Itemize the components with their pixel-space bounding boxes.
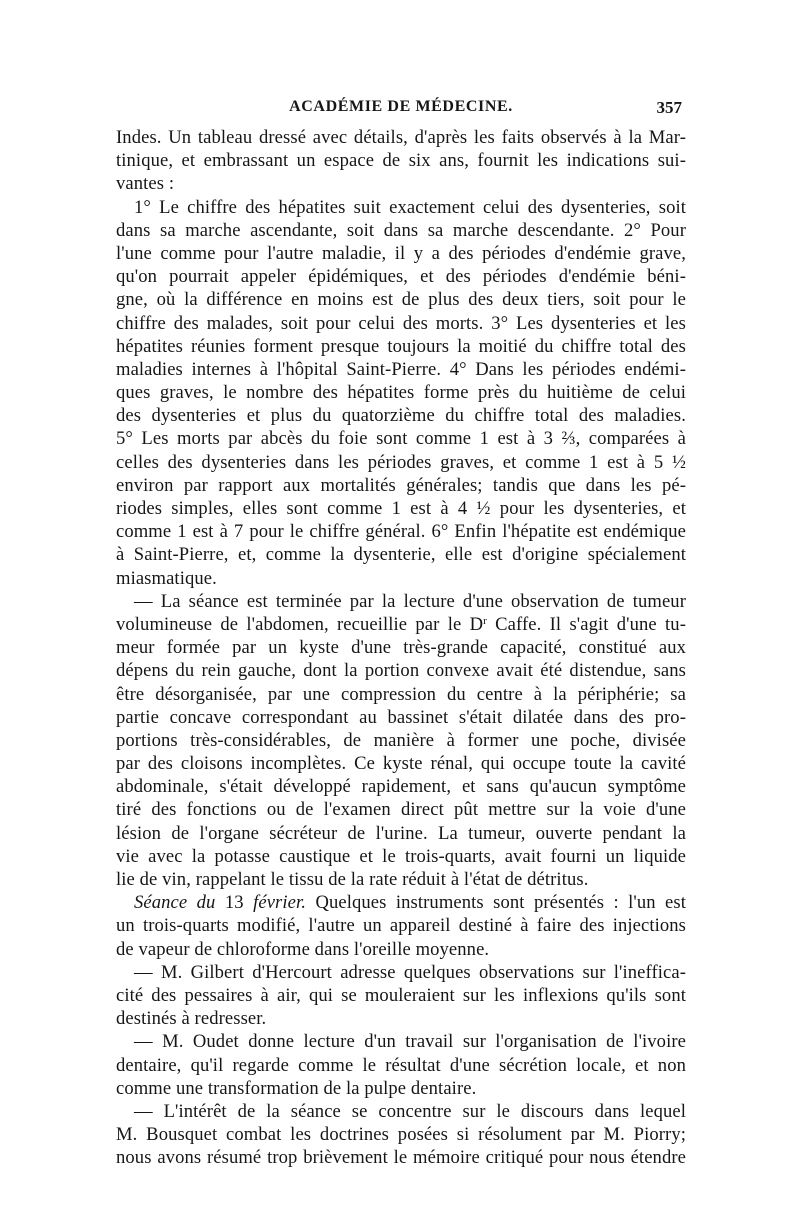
text-line: à Saint-Pierre, et, comme la dysenterie, elle est d'origine spécialement [116, 544, 686, 566]
italic-fragment: février. [253, 892, 307, 914]
text-line: M. Bousquet combat les doctrines posées si résolument par M. Piorry; [116, 1124, 686, 1146]
text-line: lésion de l'organe sécréteur de l'urine. La tumeur, ouverte pendant la [116, 822, 686, 844]
text-line: meur formée par un kyste d'une très-grande capacité, constitué aux [116, 637, 686, 659]
text-line: comme 1 est à 7 pour le chiffre général. 6° Enfin l'hépatite est endémique [116, 521, 686, 543]
text-line-with-superscript [116, 613, 686, 636]
text-line: dans sa marche ascendante, soit dans sa marche descendante. 2° Pour [116, 219, 686, 241]
body-text [116, 126, 686, 1169]
page-number: 357 [656, 98, 682, 117]
text-line: celles des dysenteries dans les périodes graves, et comme 1 est à 5 ½ [116, 451, 686, 473]
text-line: — M. Gilbert d'Hercourt adresse quelques observations sur l'inefficа- [134, 961, 686, 983]
text-line: — La séance est terminée par la lecture d'une observation de tumeur [134, 590, 686, 612]
text-line: par des cloisons incomplètes. Ce kyste rénal, qui occupe toute la cavité [116, 753, 686, 775]
text-line: dentaire, qu'il regarde comme le résultat d'une sécrétion locale, et non [116, 1054, 686, 1076]
text-line: ques graves, le nombre des hépatites forme près du huitième de celui [116, 382, 686, 404]
text-line: des dysenteries et plus du quatorzième du chiffre total des maladies. [116, 405, 686, 427]
text-line: gne, où la différence en moins est de plus des deux tiers, soit pour le [116, 289, 686, 311]
text-line: maladies internes à l'hôpital Saint-Pierre. 4° Dans les périodes endémi- [116, 358, 686, 380]
text-line: qu'on pourrait appeler épidémiques, et des périodes d'endémie béni- [116, 266, 686, 288]
text-line-seance-date [116, 891, 686, 914]
text-line: miasmatique. [116, 567, 217, 589]
text-line: tiré des fonctions ou de l'examen direct pût mettre sur la voie d'une [116, 799, 686, 821]
text-line: dépens du rein gauche, dont la portion convexe avait été distendue, sans [116, 660, 686, 682]
text-line: 1° Le chiffre des hépatites suit exactement celui des dysenteries, soit [134, 196, 686, 218]
text-line: lie de vin, rappelant le tissu de la rate réduit à l'état de détritus. [116, 869, 589, 890]
text-fragment: volumineuse de l'abdomen, recueillie par le D [116, 613, 484, 635]
text-line: 5° Les morts par abcès du foie sont comme 1 est à 3 ⅔, comparées à [116, 428, 686, 450]
text-line: être désorganisée, par une compression du centre à la périphérie; sa [116, 683, 686, 705]
text-line: — L'intérêt de la séance se concentre sur le discours dans lequel [134, 1100, 686, 1122]
text-line: un trois-quarts modifié, l'autre un appareil destiné à faire des injections [116, 915, 686, 937]
text-line: vantes : [116, 173, 175, 195]
text-line: de vapeur de chloroforme dans l'oreille moyenne. [116, 938, 490, 960]
italic-fragment: Séance du [134, 892, 216, 914]
page-header [116, 98, 686, 124]
text-line: riodes simples, elles sont comme 1 est à 4 ½ pour les dysenteries, et [116, 498, 686, 519]
superscript: r [483, 614, 487, 627]
text-line: partie concave correspondant au bassinet s'était dilatée dans des pro- [116, 706, 686, 728]
text-line: tinique, et embrassant un espace de six ans, fournit les indications sui- [116, 150, 686, 172]
text-line: — M. Oudet donne lecture d'un travail sur l'organisation de l'ivoire [134, 1031, 686, 1053]
text-line: abdominale, s'était développé rapidement, et sans qu'aucun symptôme [116, 776, 686, 798]
text-line: portions très-considérables, de manière à former une poche, divisée [116, 729, 686, 751]
text-line: chiffre des malades, soit pour celui des morts. 3° Les dysenteries et les [116, 312, 686, 334]
text-line: cité des pessaires à air, qui se mouleraient sur les inflexions qu'ils sont [116, 984, 686, 1006]
text-line: vie avec la potasse caustique et le trois-quarts, avait fourni un liquide [116, 845, 686, 867]
text-line: destinés à redresser. [116, 1008, 267, 1030]
text-line: nous avons résumé trop brièvement le mémoire critiqué pour nous étendre [116, 1147, 686, 1169]
text-fragment: Caffe. Il s'agit d'une tu- [486, 613, 686, 635]
text-fragment: 13 [215, 892, 254, 914]
text-line: l'une comme pour l'autre maladie, il y a des périodes d'endémie grave, [116, 242, 686, 264]
text-line: hépatites réunies forment presque toujours la moitié du chiffre total des [116, 335, 686, 357]
text-line: Indes. Un tableau dressé avec détails, d'après les faits observés à la Mar- [116, 127, 686, 148]
text-line: comme une transformation de la pulpe dentaire. [116, 1077, 477, 1099]
text-fragment: Quelques instruments sont présentés : l'un est [306, 892, 686, 914]
running-title: ACADÉMIE DE MÉDECINE. [289, 98, 513, 115]
text-line: environ par rapport aux mortalités générales; tandis que dans les pé- [116, 474, 686, 496]
